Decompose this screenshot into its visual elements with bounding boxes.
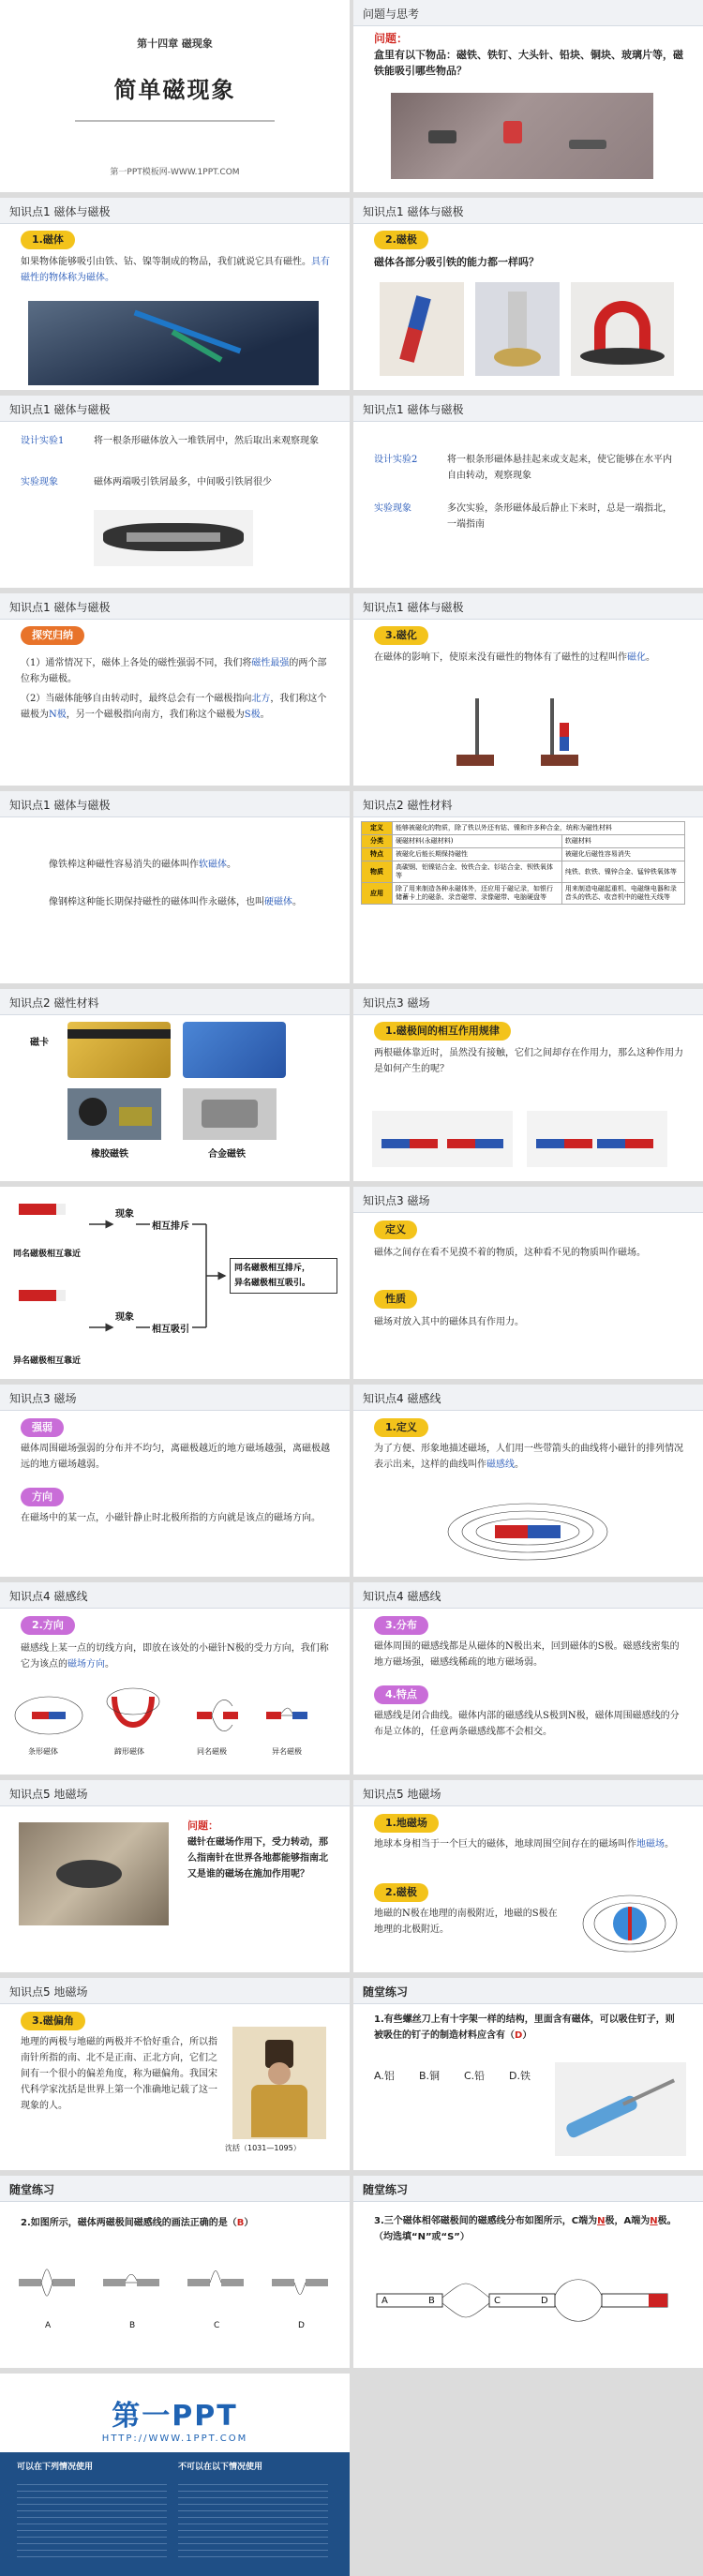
geomagnetic-field-text: 地球本身相当于一个巨大的磁体，地球周围空间存在的磁场叫作地磁场。 <box>374 1839 674 1850</box>
slide-header: 知识点2 磁性材料 <box>0 989 350 1015</box>
repel-result: 相互排斥 <box>152 1221 189 1232</box>
magnetic-card-label: 磁卡 <box>30 1038 49 1048</box>
slide-header: 随堂练习 <box>0 2176 350 2202</box>
magnetization-text: 在磁体的影响下，使原来没有磁性的物体有了磁性的过程叫作磁化。 <box>374 652 655 663</box>
pill-definition: 1.定义 <box>374 1418 428 1437</box>
slide-magnet <box>0 198 350 390</box>
magnetization-photo <box>447 689 606 773</box>
slide-header: 问题与思考 <box>353 0 703 26</box>
slide-header: 知识点1 磁体与磁极 <box>0 198 350 224</box>
question-text: 盒里有以下物品：磁铁、铁钉、大头针、铅块、铜块、玻璃片等，磁铁能吸引哪些物品？ <box>374 49 683 77</box>
experiment-text: 将一根条形磁体悬挂起来或支起来，使它能够在水平内自由转动，观察现象 <box>447 455 672 481</box>
slide-header: 知识点4 磁感线 <box>353 1582 703 1609</box>
option-b[interactable]: B.铜 <box>419 2070 441 2082</box>
slide-header: 知识点1 磁体与磁极 <box>353 396 703 422</box>
pattern-caption-2: 蹄形磁体 <box>114 1747 144 1756</box>
table-row: 物质 高碳钢、铝镍钴合金、钕铁合金、钐钴合金、钡铁氧体等 纯铁、软铁、镍锌合金、锰锌铁氧体等 <box>362 861 685 883</box>
exercise-question: 2.如图所示，磁体两磁极间磁感线的画法正确的是（B） <box>21 2218 254 2228</box>
option-a[interactable]: A.铝 <box>374 2070 395 2082</box>
objects-photo <box>391 93 653 179</box>
table-row: 应用 除了用来制造各种永磁体外，还应用于磁记录，如银行储蓄卡上的磁条、录音磁带、录像磁带、电脑硬盘等 用来制造电磁起重机、电磁继电器和录音头的铁芯、收音机中的磁性天线等 <box>362 883 685 905</box>
slide-soft-hard <box>0 791 350 983</box>
field-definition-text: 磁体之间存在看不见摸不着的物质，这种看不见的物质叫作磁场。 <box>374 1248 646 1258</box>
slide-exercise-3 <box>353 2176 703 2368</box>
chapter-label: 第十四章 磁现象 <box>137 37 213 50</box>
slide-declination <box>0 1978 350 2170</box>
slide-header: 知识点5 地磁场 <box>353 1780 703 1806</box>
slide-header: 知识点4 磁感线 <box>353 1385 703 1411</box>
pole-question: 磁体各部分吸引铁的能力都一样吗？ <box>374 256 539 268</box>
diagram-label-c[interactable]: C <box>214 2321 220 2330</box>
pill-distribution: 3.分布 <box>374 1616 428 1635</box>
strength-text: 磁体周围磁场强弱的分布并不均匀，离磁极越近的地方磁场越强，离磁极越远的地方磁场越弱。 <box>21 1444 330 1470</box>
earth-field-diagram <box>578 1881 681 1966</box>
slide-header: 知识点2 磁性材料 <box>353 791 703 817</box>
slide-header: 知识点1 磁体与磁极 <box>353 593 703 620</box>
interaction-text: 两根磁体靠近时，虽然没有接触，它们之间却存在作用力，那么这种作用力是如何产生的呢？ <box>374 1048 683 1074</box>
three-magnets-diagram <box>367 2269 686 2335</box>
slide-magnetization <box>353 593 703 786</box>
slide-header: 知识点1 磁体与磁极 <box>0 791 350 817</box>
slide-exercise-2 <box>0 2176 350 2368</box>
phenomenon-text: 磁体两端吸引铁屑最多，中间吸引铁屑很少 <box>94 477 272 487</box>
phenomenon-label: 实验现象 <box>21 477 58 487</box>
footer-block <box>0 2374 350 2576</box>
footer-url: HTTP://WWW.1PPT.COM <box>101 2434 248 2444</box>
slide-field-line-distribution <box>353 1582 703 1775</box>
bar-magnet-photo <box>380 282 464 376</box>
footer-text: 第一PPT模板网-WWW.1PPT.COM <box>110 168 240 177</box>
pill-direction: 2.方向 <box>21 1616 75 1635</box>
pill-features: 4.特点 <box>374 1685 428 1704</box>
soft-magnet-text: 像铁棒这种磁性容易消失的磁体叫作软磁体。 <box>49 860 236 870</box>
repel-photo <box>372 1111 513 1167</box>
slide-header: 知识点3 磁场 <box>353 989 703 1015</box>
declination-text: 地理的两极与地磁的两极并不恰好重合，所以指南针所指的南、北不是正南、正北方向，它们之间有一个很小的偏差角度，称为磁偏角。我国宋代科学家沈括是世界上第一个准确地记载了这一现象的人。 <box>21 2037 217 2111</box>
slide-pole <box>353 198 703 390</box>
experiment-label: 设计实验1 <box>21 436 65 446</box>
alloy-magnet-label: 合金磁铁 <box>208 1149 246 1160</box>
pill-declination: 3.磁偏角 <box>21 2012 85 2030</box>
slide-question <box>353 0 703 192</box>
option-c[interactable]: C.铅 <box>464 2070 486 2082</box>
attract-photo <box>527 1111 667 1167</box>
field-patterns <box>11 1687 339 1744</box>
slide-field-definition <box>353 1187 703 1379</box>
pill-magnet: 1.磁体 <box>21 231 75 249</box>
summary-point-2: （2）当磁体能够自由转动时，最终总会有一个磁极指向北方，我们称这个磁极为N极，另一个磁极指向南方，我们称这个磁极为S极。 <box>21 694 327 720</box>
slide-header: 知识点1 磁体与磁极 <box>353 198 703 224</box>
question-label: 问题： <box>187 1820 218 1832</box>
direction-text: 磁感线上某一点的切线方向，即放在该处的小磁针N极的受力方向，我们称它为该点的磁场方向。 <box>21 1643 329 1670</box>
magnetic-card-photo-1 <box>67 1022 171 1078</box>
pill-interaction-rule: 1.磁极间的相互作用规律 <box>374 1022 511 1041</box>
slide-field-lines-definition <box>353 1385 703 1577</box>
pill-property: 性质 <box>374 1290 417 1309</box>
slide-summary <box>0 593 350 786</box>
table-row: 分类 硬磁材料(永磁材料) 软磁材料 <box>362 835 685 848</box>
phenomenon-2: 现象 <box>115 1312 134 1323</box>
exercise-question: 3.三个磁体相邻磁极间的磁感线分布如图所示，C端为N极，A端为N极。（均选填“N”或“S”） <box>374 2216 677 2242</box>
summary-point-1: （1）通常情况下，磁体上各处的磁性强弱不同，我们将磁性最强的两个部位称为磁极。 <box>21 658 327 684</box>
phenomenon-text: 多次实验，条形磁体最后静止下来时，总是一端指北，一端指南 <box>447 503 672 530</box>
pill-pole: 2.磁极 <box>374 231 428 249</box>
slide-experiment-2 <box>353 396 703 588</box>
diagram-label-b[interactable]: B <box>129 2321 136 2330</box>
option-d[interactable]: D.铁 <box>509 2070 531 2082</box>
coins-photo <box>475 282 560 376</box>
opposite-pole-label: 异名磁极相互靠近 <box>13 1356 82 1366</box>
phenomenon-1: 现象 <box>115 1209 134 1220</box>
field-lines-text: 为了方便、形象地描述磁场，人们用一些带箭头的曲线将小磁针的排列情况表示出来，这样的曲线叫作磁感线。 <box>374 1444 683 1470</box>
pill-summary: 探究归纳 <box>21 626 84 645</box>
field-property-text: 磁场对放入其中的磁体具有作用力。 <box>374 1317 524 1327</box>
slide-header: 知识点5 地磁场 <box>0 1978 350 2004</box>
footer-col-2-title: 不可以在以下情况使用 <box>178 2463 263 2472</box>
slide-experiment-1 <box>0 396 350 588</box>
slide-materials-table <box>353 791 703 983</box>
slide-header: 知识点3 磁场 <box>0 1385 350 1411</box>
slide-field-strength <box>0 1385 350 1577</box>
portrait-caption: 沈括（1031—1095） <box>225 2144 301 2152</box>
materials-table <box>361 821 685 905</box>
direction-text: 在磁场中的某一点，小磁针静止时北极所指的方向就是该点的磁场方向。 <box>21 1513 321 1523</box>
same-pole-label: 同名磁极相互靠近 <box>13 1250 82 1259</box>
pattern-caption-3: 同名磁极 <box>197 1747 227 1756</box>
slide-header: 知识点1 磁体与磁极 <box>0 593 350 620</box>
diagram-label-d[interactable]: D <box>298 2321 305 2330</box>
attract-result: 相互吸引 <box>152 1325 189 1335</box>
definition-text: 如果物体能够吸引由铁、钴、镍等制成的物品，我们就说它具有磁性。具有磁性的物体称为磁体。 <box>21 257 330 283</box>
magnetic-card-photo-2 <box>183 1022 286 1078</box>
experiment-label: 设计实验2 <box>374 455 418 465</box>
distribution-text: 磁体周围的磁感线都是从磁体的N极出来，回到磁体的S极。磁感线密集的地方磁场强，磁感线稀疏的地方磁场弱。 <box>374 1641 680 1668</box>
table-row: 特点 被磁化后能长期保持磁性 被磁化后磁性容易消失 <box>362 848 685 861</box>
features-text: 磁感线是闭合曲线。磁体内部的磁感线从S极到N极，磁体周围磁感线的分布是立体的，任意两条磁感线都不会相交。 <box>374 1711 680 1737</box>
rule-summary-box: 同名磁极相互排斥， 异名磁极相互吸引。 <box>230 1258 337 1294</box>
diagram-label-a[interactable]: A <box>45 2321 52 2330</box>
pattern-caption-4: 异名磁极 <box>272 1747 302 1756</box>
title-underline <box>75 120 275 122</box>
rubber-magnet-photo <box>67 1088 161 1140</box>
slide-header: 知识点4 磁感线 <box>0 1582 350 1609</box>
slide-header: 知识点1 磁体与磁极 <box>0 396 350 422</box>
pill-poles: 2.磁极 <box>374 1883 428 1902</box>
slide-header: 随堂练习 <box>353 2176 703 2202</box>
end-label-a: A <box>381 2296 388 2306</box>
geomagnetic-question: 磁针在磁场作用下，受力转动，那么指南针在世界各地都能够指南北又是谁的磁场在施加作用呢？ <box>187 1837 328 1880</box>
exercise-question: 1.有些螺丝刀上有十字架一样的结构，里面含有磁体，可以吸住钉子，则被吸住的钉子的制造材料应含有（D） <box>374 2014 675 2041</box>
compass-spoon-photo <box>19 1822 169 1925</box>
slide-title <box>0 0 350 192</box>
slide-field-line-direction <box>0 1582 350 1775</box>
pill-definition: 定义 <box>374 1221 417 1239</box>
phenomenon-label: 实验现象 <box>374 503 411 514</box>
experiment-text: 将一根条形磁体放入一堆铁屑中，然后取出来观察现象 <box>94 436 319 446</box>
footer-logo: 第一PPT <box>112 2400 238 2433</box>
iron-filings-photo <box>94 510 253 566</box>
slide-pole-interaction <box>353 989 703 1181</box>
pill-direction: 方向 <box>21 1488 64 1506</box>
slide-interaction-diagram <box>0 1187 350 1379</box>
slide-header: 知识点3 磁场 <box>353 1187 703 1213</box>
pill-magnetization: 3.磁化 <box>374 626 428 645</box>
footer-col-1-title: 可以在下列情况使用 <box>17 2463 94 2472</box>
magnet-photo <box>28 301 319 385</box>
slide-exercise-1 <box>353 1978 703 2170</box>
end-label-d: D <box>541 2296 548 2306</box>
slide-header: 随堂练习 <box>353 1978 703 2004</box>
footer-panel <box>0 2452 350 2576</box>
table-row: 定义 能够被磁化的物质，除了铁以外还有钴、镍和许多种合金，统称为磁性材料 <box>362 822 685 835</box>
alloy-magnet-photo <box>183 1088 277 1140</box>
shen-kuo-portrait <box>232 2027 326 2139</box>
screwdriver-photo <box>555 2062 686 2156</box>
hard-magnet-text: 像钢棒这种能长期保持磁性的磁体叫作永磁体，也叫硬磁体。 <box>49 897 302 907</box>
poles-text: 地磁的N极在地理的南极附近，地磁的S极在地理的北极附近。 <box>374 1909 558 1935</box>
pill-geomagnetic-field: 1.地磁场 <box>374 1814 439 1833</box>
slide-geomagnetic-question <box>0 1780 350 1972</box>
bar-magnet-field-diagram <box>443 1501 612 1563</box>
rubber-magnet-label: 橡胶磁铁 <box>91 1149 128 1160</box>
slide-header: 知识点5 地磁场 <box>0 1780 350 1806</box>
pattern-caption-1: 条形磁体 <box>28 1747 58 1756</box>
slide-material-examples <box>0 989 350 1181</box>
end-label-c: C <box>494 2296 501 2306</box>
slide-geomagnetic-field <box>353 1780 703 1972</box>
horseshoe-photo <box>571 282 674 376</box>
slide-title-text: 简单磁现象 <box>113 77 236 103</box>
end-label-b: B <box>428 2296 435 2306</box>
question-label: 问题： <box>374 32 409 45</box>
pill-strength: 强弱 <box>21 1418 64 1437</box>
exercise-diagrams <box>9 2255 337 2312</box>
